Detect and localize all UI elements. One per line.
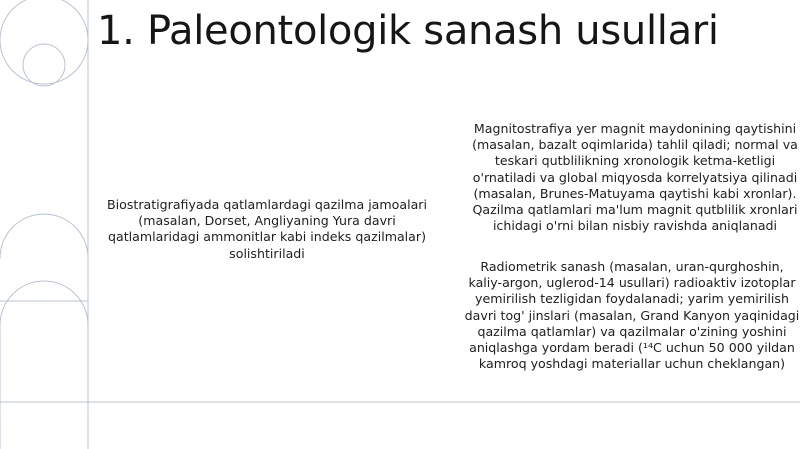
radiometric-dating-paragraph: Radiometrik sanash (masalan, uran-qurghoshin, kaliy-argon, uglerod-14 usullari) radioaktiv izotoplar yemirilish tezligidan foydalanadi; yarim yemirilish davri tog' jinslari (masalan, Grand Kanyon yaqinidagi qazilma qatlamlar) va qazilmalar o'zining yoshini aniqlashga yordam beradi (¹⁴C uchun 50 000 yildan kamroq yoshdagi materiallar uchun cheklangan) <box>464 259 800 372</box>
biostratigraphy-paragraph: Biostratigrafiyada qatlamlardagi qazilma jamoalari (masalan, Dorset, Angliyaning Yura davri qatlamlaridagi ammonitlar kabi indeks qazilmalar) solishtiriladi <box>106 197 427 261</box>
large-circle-outline <box>0 0 88 84</box>
lower-arch-outline <box>0 281 88 449</box>
upper-arch-outline <box>0 214 88 259</box>
small-circle-outline <box>23 44 65 86</box>
magnetostratigraphy-paragraph: Magnitostrafiya yer magnit maydonining qaytishini (masalan, bazalt oqimlarida) tahlil qiladi; normal va teskari qutblilikning xronologik ketma-ketligi o'rnatiladi va global miqyosda korrelyatsiya qilinadi (masalan, Brunes-Matuyama qaytishi kabi xronlar). Qazilma qatlamlari ma'lum magnit qutblilik xronlari ichidagi o'rni bilan nisbiy ravishda aniqlanadi <box>472 121 798 234</box>
slide-title: 1. Paleontologik sanash usullari <box>97 8 719 54</box>
